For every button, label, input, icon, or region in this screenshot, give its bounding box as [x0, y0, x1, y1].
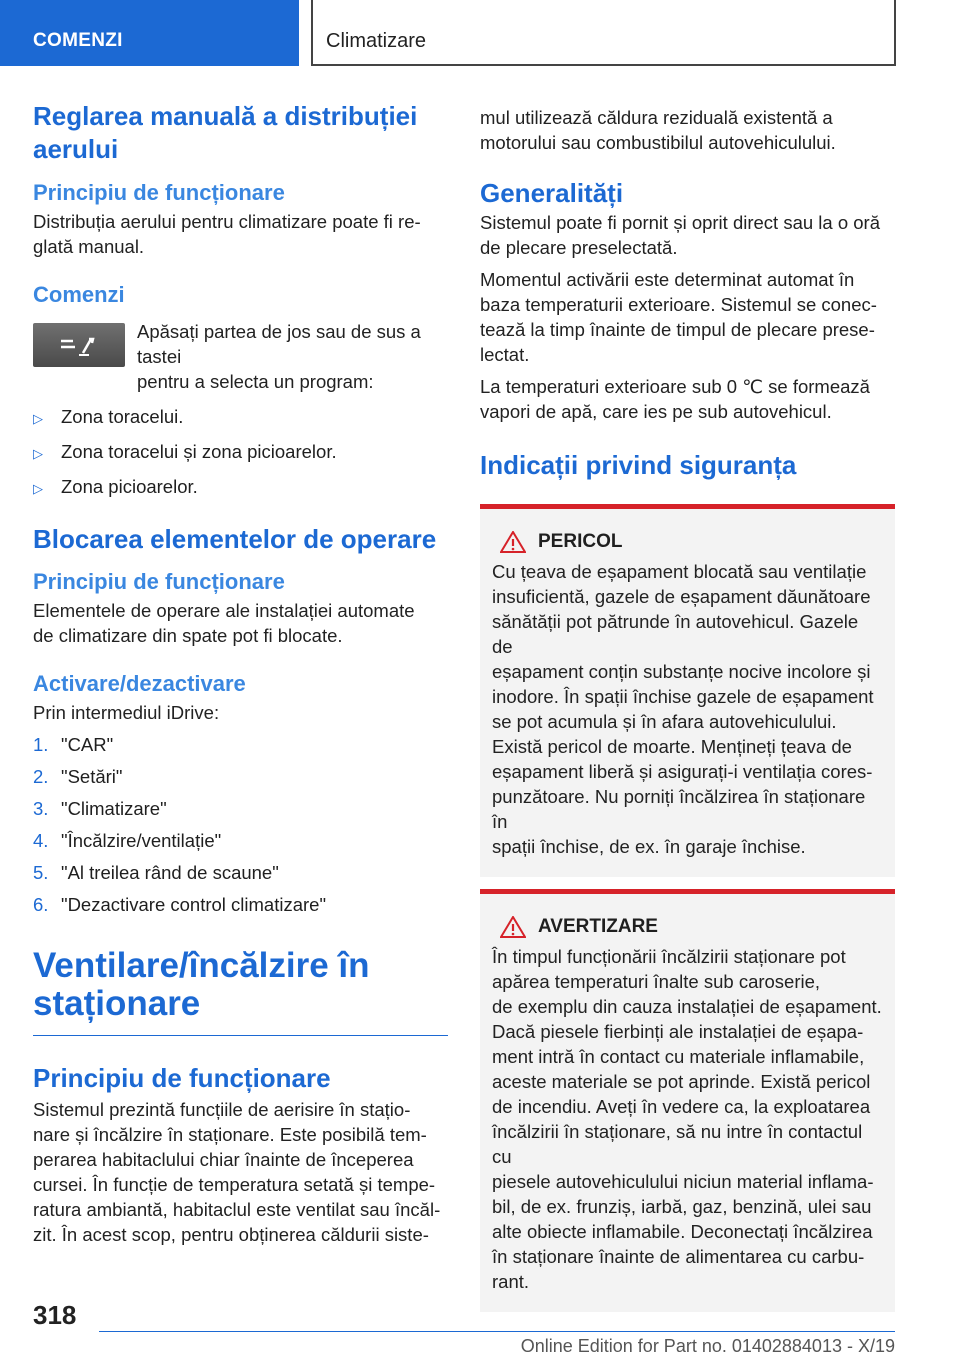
bullet-list	[33, 404, 448, 501]
paragraph: Apăsați partea de jos sau de sus a tastei pentru a selecta un program:	[137, 321, 421, 392]
section-label: COMENZI	[33, 30, 123, 51]
list-item: 4. "Încălzire/ventilație"	[33, 830, 222, 851]
air-distribution-button-icon	[33, 323, 125, 367]
chapter-heading: Ventilare/încălzire în staționare	[33, 946, 370, 1023]
paragraph: Momentul activării este determinat automat în baza temperaturii exterioare. Sistemul se conec‐ tează la timp înainte de timpul de plecare prese‐ lectat.	[480, 269, 877, 365]
list-item: ▷ Zona toracelui.	[33, 404, 448, 431]
paragraph: La temperaturi exterioare sub 0 ℃ se formează vapori de apă, care ies pe sub autovehicul.	[480, 376, 870, 422]
danger-title: PERICOL	[500, 531, 883, 553]
chapter-tab	[311, 0, 896, 66]
list-item: ▷ Zona toracelui și zona picioarelor.	[33, 439, 448, 466]
paragraph: Prin intermediul iDrive:	[33, 702, 220, 723]
right-column	[480, 100, 895, 1312]
chapter-title: Climatizare	[326, 30, 427, 52]
list-item: 3. "Climatizare"	[33, 798, 167, 819]
divider	[33, 1035, 448, 1036]
list-item: 1. "CAR"	[33, 734, 114, 755]
subheading-principle: Principiu de funcționare	[33, 180, 285, 205]
paragraph: Sistemul poate fi pornit și oprit direct sau la o oră de plecare preselectată.	[480, 212, 880, 258]
warning-text: În timpul funcționării încălzirii staționare pot apărea temperaturi înalte sub caroserie, de exemplu din cauza instalației de eșapament. Dacă piesele fierbinți ale instalației de eșapa‐ ment intră în contact cu materiale inflamabile, aceste materiale se pot aprinde. Există pericol de incendiu. Aveți în vedere ca, la exploatarea încălzirii în staționare, să nu intre în contactul cu piesele autovehiculului niciun material inflama‐ bil, de ex. frunziș, iarbă, gaz, benzină, ulei sau alte obiecte inflamabile. Deconectați încălzirea în staționare înainte de alimentarea cu carbu‐ rant.	[492, 946, 882, 1292]
section-tab	[0, 0, 299, 66]
list-item: 6. "Dezactivare control climatizare"	[33, 894, 327, 915]
subheading-activation: Activare/dezactivare	[33, 671, 246, 696]
left-column	[33, 100, 448, 1247]
paragraph: Distribuția aerului pentru climatizare poate fi re‐ glată manual.	[33, 211, 421, 257]
danger-box	[480, 504, 895, 877]
subheading-principle: Principiu de funcționare	[33, 569, 285, 594]
warning-title: AVERTIZARE	[500, 916, 883, 938]
paragraph: mul utilizează căldura reziduală existentă a motorului sau combustibilul autovehiculului.	[480, 107, 836, 153]
triangle-bullet-icon: ▷	[33, 446, 43, 461]
triangle-bullet-icon: ▷	[33, 411, 43, 426]
heading-principle: Principiu de funcționare	[33, 1063, 331, 1093]
footer-divider	[99, 1331, 895, 1332]
warning-box	[480, 889, 895, 1312]
heading-general: Generalități	[480, 178, 624, 208]
paragraph: Sistemul prezintă funcțiile de aerisire în stațio‐ nare și încălzire în staționare. Este posibilă tem‐ perarea habitaclului chiar înainte de începerea cursei. În funcție de temperatura setată și tempe‐ ratura ambiantă, habitaclul este ventilat sau încăl‐ zit. În acest scop, pentru obținerea căldurii siste‐	[33, 1099, 441, 1245]
list-item: 2. "Setări"	[33, 766, 123, 787]
heading-air-distribution: Reglarea manuală a distribuției aerului	[33, 101, 418, 164]
numbered-list	[33, 732, 448, 917]
heading-lock-controls: Blocarea elementelor de operare	[33, 524, 437, 554]
triangle-bullet-icon: ▷	[33, 481, 43, 496]
warning-triangle-icon	[500, 531, 526, 553]
control-description	[33, 319, 448, 394]
page-number: 318	[33, 1300, 77, 1330]
warning-triangle-icon	[500, 916, 526, 938]
paragraph: Elementele de operare ale instalației automate de climatizare din spate pot fi blocate.	[33, 600, 415, 646]
list-item: 5. "Al treilea rând de scaune"	[33, 862, 279, 883]
list-item: ▷ Zona picioarelor.	[33, 474, 448, 501]
danger-text: Cu țeava de eșapament blocată sau ventilație insuficientă, gazele de eșapament dăunătoare sănătății pot pătrunde în autovehicul. Gazele de eșapament conțin substanțe nocive incolore și inodore. În spații închise gazele de eșapament se pot acumula și în afara autovehiculului. Există pericol de moarte. Mențineți țeava de eșapament liberă și asigurați-i ventilația cores‐ punzătoare. Nu porniți încălzirea în staționare în spații închise, de ex. în garaje închise.	[492, 561, 874, 857]
subheading-controls: Comenzi	[33, 282, 125, 307]
edition-text: Online Edition for Part no. 01402884013 - X/19	[520, 1336, 895, 1356]
heading-safety: Indicații privind siguranța	[480, 450, 797, 480]
